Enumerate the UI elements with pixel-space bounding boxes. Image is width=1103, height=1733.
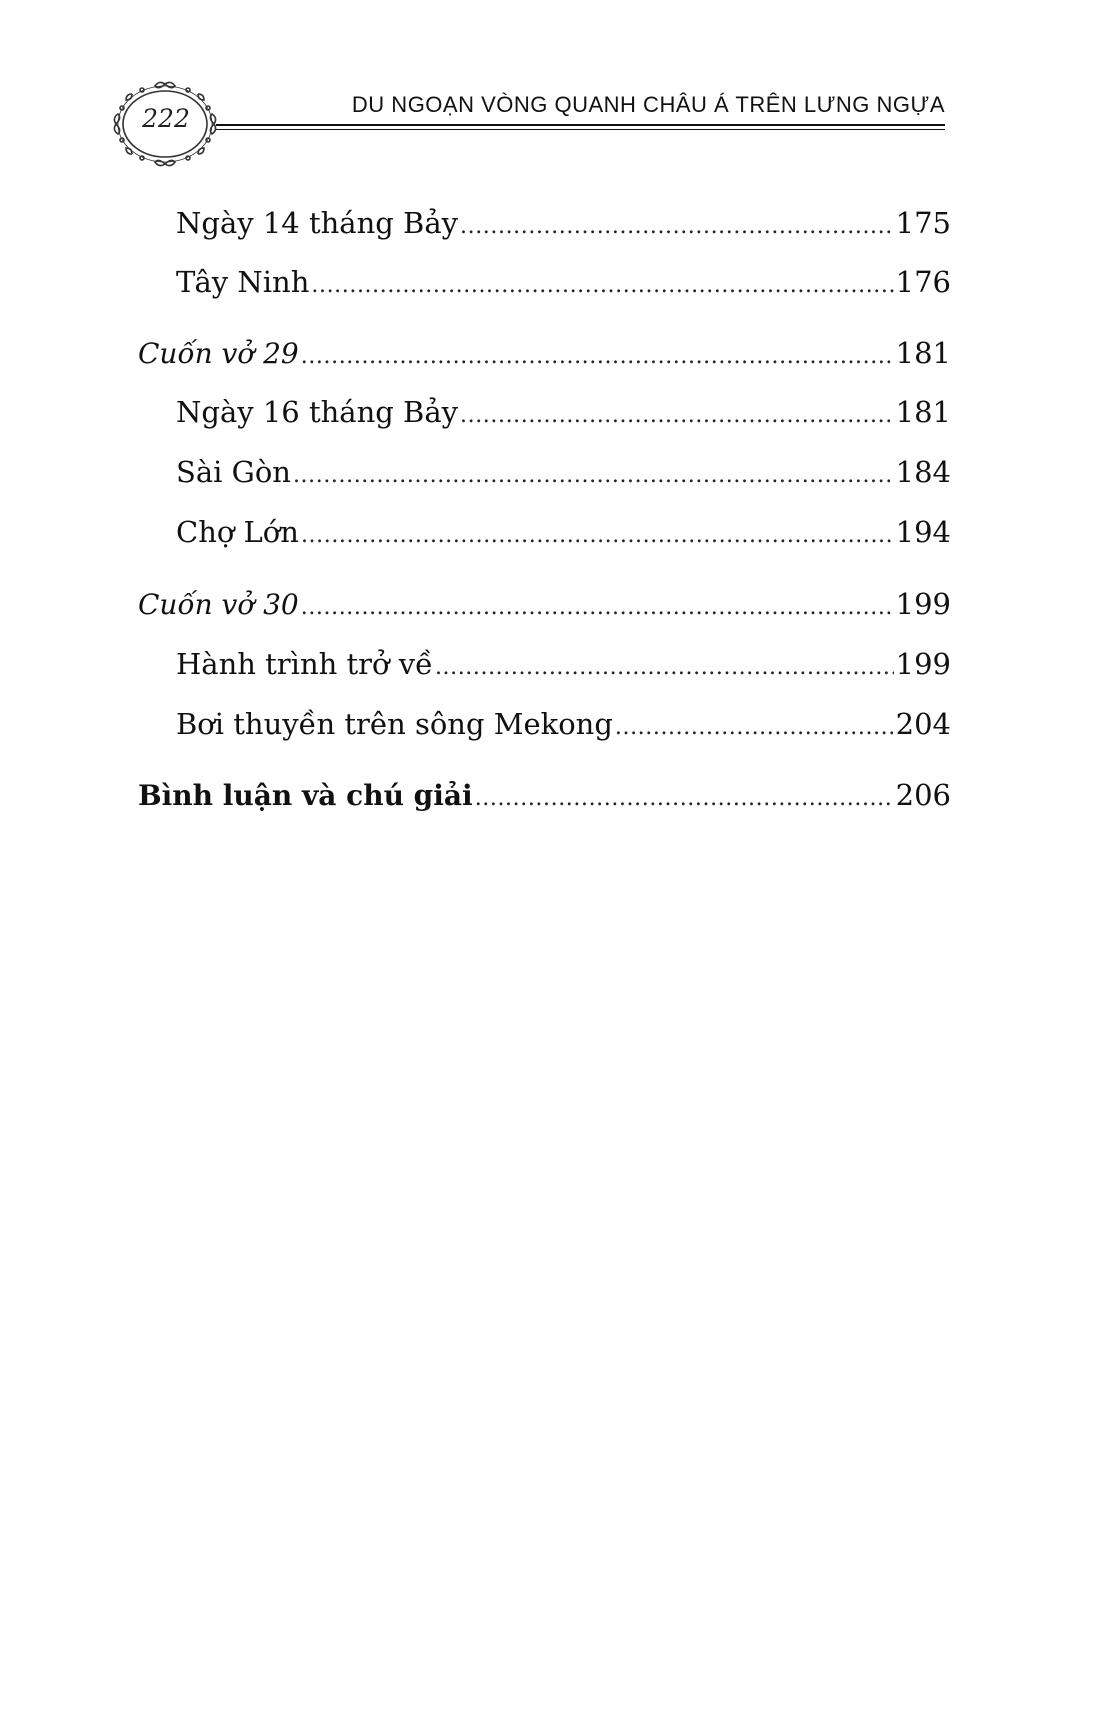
toc-entry [176,512,951,552]
toc-section-page: 181 [895,336,951,370]
toc-section-label: Cuốn vở 30 [138,588,299,621]
toc-section [138,333,951,373]
toc-entry [176,452,951,492]
dot-leader [301,337,894,377]
toc-entry-label: Chợ Lớn [176,515,299,549]
dot-leader [293,456,894,496]
toc-entry [176,704,951,744]
toc-entry-page: 181 [895,395,951,429]
toc-section-page: 206 [895,778,951,812]
dot-leader [460,207,894,247]
toc-entry-page: 204 [895,707,951,741]
toc-entry-label: Ngày 14 tháng Bảy [176,206,459,240]
header-rule [216,124,945,126]
dot-leader [435,648,894,688]
toc-entry-page: 199 [895,647,951,681]
toc-entry-page: 194 [895,515,951,549]
toc-entry [176,262,951,302]
toc-entry-label: Sài Gòn [176,455,291,489]
toc-section [138,584,951,624]
toc-section-label: Cuốn vở 29 [138,337,299,370]
dot-leader [460,396,894,436]
toc-entry [176,392,951,432]
toc-section-page: 199 [895,587,951,621]
dot-leader [615,708,894,748]
dot-leader [475,779,894,819]
toc-entry-label: Tây Ninh [176,265,310,299]
toc-entry-page: 184 [895,455,951,489]
toc-section-label: Bình luận và chú giải [138,779,473,812]
toc-entry-page: 175 [895,206,951,240]
toc-section [138,775,951,815]
dot-leader [301,516,894,556]
toc-entry-page: 176 [895,265,951,299]
dot-leader [311,266,893,306]
page-number: 222 [142,104,190,133]
toc-entry [176,203,951,243]
toc-entry-label: Bơi thuyền trên sông Mekong [176,707,613,741]
header-rule-thin [216,129,945,130]
dot-leader [301,588,894,628]
running-title: DU NGOẠN VÒNG QUANH CHÂU Á TRÊN LƯNG NGỰA [351,92,945,117]
toc-entry-label: Ngày 16 tháng Bảy [176,395,459,429]
toc-entry [176,644,951,684]
toc-entry-label: Hành trình trở về [176,647,433,681]
page-header [0,0,1103,180]
